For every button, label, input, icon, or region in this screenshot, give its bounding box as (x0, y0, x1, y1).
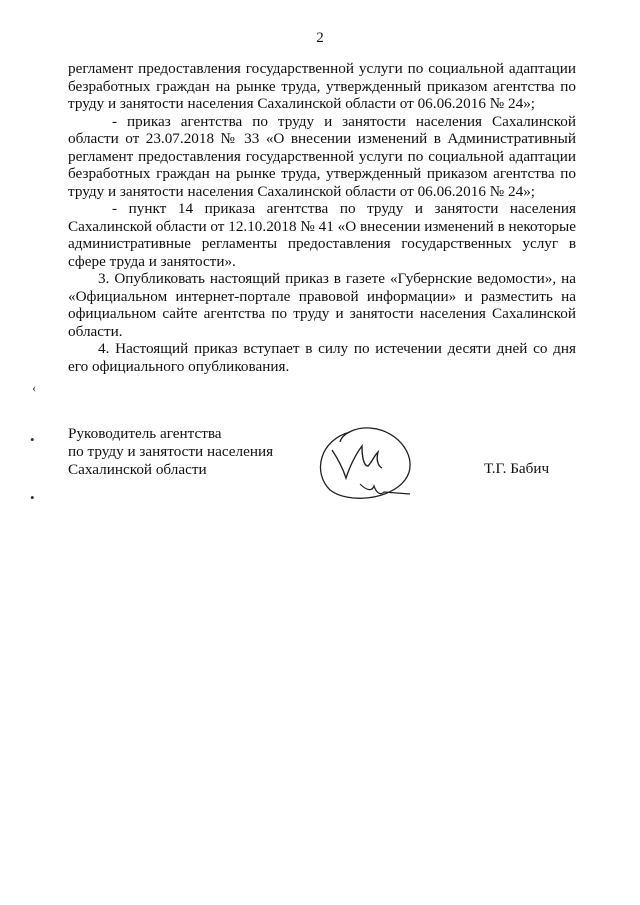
handwritten-signature-icon (310, 422, 430, 504)
signatory-position (68, 425, 273, 479)
paragraph-order-41-item-14: - пункт 14 приказа агентства по труду и занятости населения Сахалинской области от 12.10.2018 № 41 «О внесении изменений в некоторые административные регламенты предоставления государственных услуг в сфере труда и занятости». (68, 200, 576, 270)
paragraph-effective-date: 4. Настоящий приказ вступает в силу по истечении десяти дней со дня его официального опубликования. (68, 340, 576, 375)
scan-artifact-mark: • (30, 432, 35, 447)
paragraph-regulation-continuation: регламент предоставления государственной услуги по социальной адаптации безработных граждан на рынке труда, утвержденный приказом агентства по труду и занятости населения Сахалинской области от 06.06.2016 № 24»; (68, 60, 576, 112)
scan-artifact-mark: ‹ (32, 380, 37, 395)
scan-artifact-mark: • (30, 490, 35, 505)
page-number: 2 (316, 30, 324, 46)
signatory-position-line-2: по труду и занятости населения (68, 443, 274, 460)
paragraph-order-33: - приказ агентства по труду и занятости населения Сахалинской области от 23.07.2018 № 33 «О внесении изменений в Административный регламент предоставления государственной услуги по социальной адаптации безработных граждан на рынке труда, утвержденный приказом агентства по труду и занятости населения Сахалинской области от 06.06.2016 № 24»; (68, 112, 576, 200)
document-body (68, 60, 576, 375)
signatory-position-line-1: Руководитель агентства (68, 425, 222, 442)
paragraph-publication: 3. Опубликовать настоящий приказ в газете «Губернские ведомости», на «Официальном интернет-портале правовой информации» и разместить на официальном сайте агентства по труду и занятости населения Сахалинской области. (68, 270, 576, 340)
signatory-name: Т.Г. Бабич (484, 460, 550, 477)
signatory-position-line-3: Сахалинской области (68, 461, 207, 478)
